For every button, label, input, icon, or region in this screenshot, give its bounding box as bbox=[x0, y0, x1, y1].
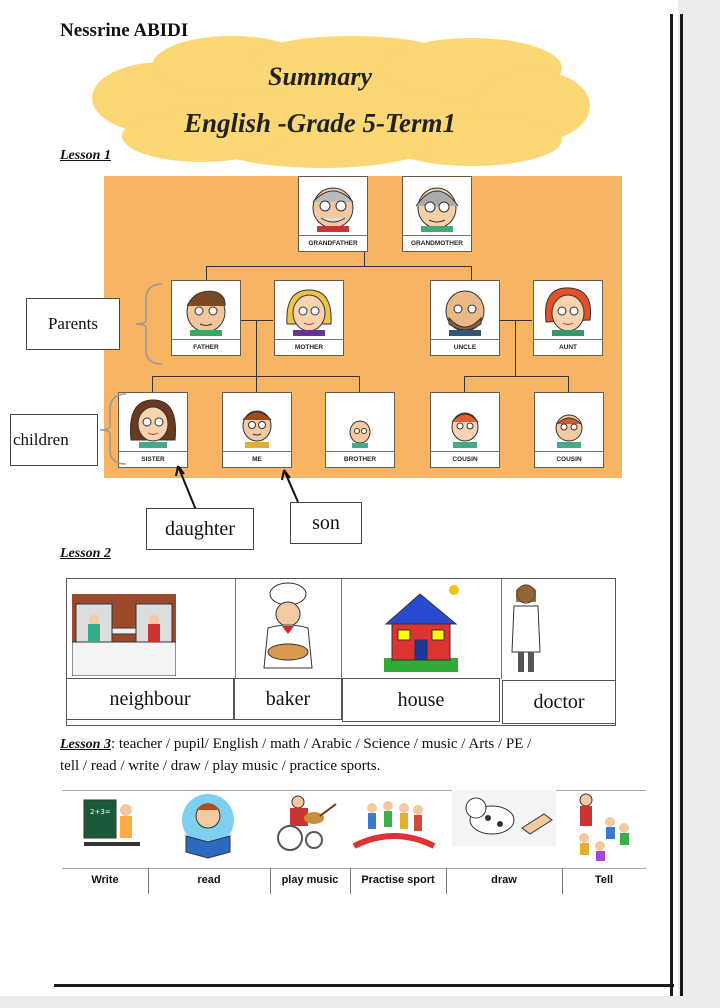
card-cousin-1 bbox=[430, 392, 500, 468]
grandmother-label: GRANDMOTHER bbox=[403, 235, 471, 251]
card-grandmother bbox=[402, 176, 472, 252]
tell-image bbox=[570, 790, 636, 862]
play-music-image bbox=[270, 790, 340, 852]
word-doctor: doctor bbox=[502, 680, 616, 724]
cousin-girl-face-icon bbox=[435, 396, 495, 448]
verb-draw: draw bbox=[491, 874, 517, 886]
verb-read: read bbox=[197, 874, 221, 886]
title-subtitle: English -Grade 5-Term1 bbox=[183, 108, 457, 138]
word-baker: baker bbox=[234, 678, 342, 720]
house-image bbox=[378, 582, 464, 674]
cousin-1-label: COUSIN bbox=[431, 451, 499, 467]
grandmother-face-icon bbox=[407, 180, 467, 232]
practise-sport-image bbox=[352, 796, 436, 852]
title-cloud bbox=[92, 36, 592, 168]
family-tree bbox=[104, 176, 622, 478]
daughter-label-box: daughter bbox=[146, 508, 254, 550]
mother-label: MOTHER bbox=[275, 339, 343, 355]
baker-image bbox=[254, 582, 322, 670]
aunt-label: AUNT bbox=[534, 339, 602, 355]
title-summary: Summary bbox=[267, 62, 373, 91]
cousin-boy-face-icon bbox=[539, 396, 599, 448]
write-image bbox=[82, 798, 142, 848]
verb-play-music: play music bbox=[281, 874, 339, 886]
page-border-right bbox=[670, 14, 673, 996]
page-border-bottom bbox=[54, 984, 674, 987]
read-image bbox=[176, 790, 240, 862]
brother-label: BROTHER bbox=[326, 451, 394, 467]
cousin-2-label: COUSIN bbox=[535, 451, 603, 467]
sister-label: SISTER bbox=[119, 451, 187, 467]
card-brother bbox=[325, 392, 395, 468]
card-aunt bbox=[533, 280, 603, 356]
page-border-right-outer bbox=[680, 14, 683, 996]
uncle-face-icon bbox=[435, 284, 495, 336]
verb-practise-sport: Practise sport bbox=[361, 874, 435, 886]
card-cousin-2 bbox=[534, 392, 604, 468]
word-neighbour: neighbour bbox=[66, 678, 234, 720]
neighbour-image bbox=[72, 594, 176, 676]
grandfather-label: GRANDFATHER bbox=[299, 235, 367, 251]
lesson-3-top-rule bbox=[62, 790, 646, 791]
son-label-box: son bbox=[290, 502, 362, 544]
aunt-face-icon bbox=[538, 284, 598, 336]
verb-tell: Tell bbox=[594, 874, 614, 886]
lesson-1-label: Lesson 1 bbox=[60, 148, 111, 163]
card-uncle bbox=[430, 280, 500, 356]
me-face-icon bbox=[227, 396, 287, 448]
lesson-3-line-2: tell / read / write / draw / play music / practice sports. bbox=[60, 758, 381, 774]
lesson-3-label-rule bbox=[62, 868, 646, 869]
svg-text:2+3=: 2+3= bbox=[90, 808, 111, 816]
uncle-label: UNCLE bbox=[431, 339, 499, 355]
verb-write: Write bbox=[91, 874, 119, 886]
doctor-image bbox=[508, 582, 544, 674]
draw-image bbox=[452, 790, 556, 846]
father-label: FATHER bbox=[172, 339, 240, 355]
mother-face-icon bbox=[279, 284, 339, 336]
author-name: Nessrine ABIDI bbox=[60, 20, 189, 41]
children-label-box: children bbox=[10, 414, 98, 466]
lesson-3-words: : teacher / pupil/ English / math / Arabic / Science / music / Arts / PE / bbox=[110, 736, 532, 752]
me-label: ME bbox=[223, 451, 291, 467]
word-house: house bbox=[342, 678, 500, 722]
card-me bbox=[222, 392, 292, 468]
card-grandfather bbox=[298, 176, 368, 252]
lesson-2-label: Lesson 2 bbox=[60, 546, 111, 561]
brother-face-icon bbox=[330, 396, 390, 448]
lesson-3-line-1 bbox=[60, 736, 531, 753]
father-face-icon bbox=[176, 284, 236, 336]
card-mother bbox=[274, 280, 344, 356]
parents-label-box: Parents bbox=[26, 298, 120, 350]
card-father bbox=[171, 280, 241, 356]
lesson-3-label: Lesson 3 bbox=[60, 737, 111, 752]
grandfather-face-icon bbox=[303, 180, 363, 232]
